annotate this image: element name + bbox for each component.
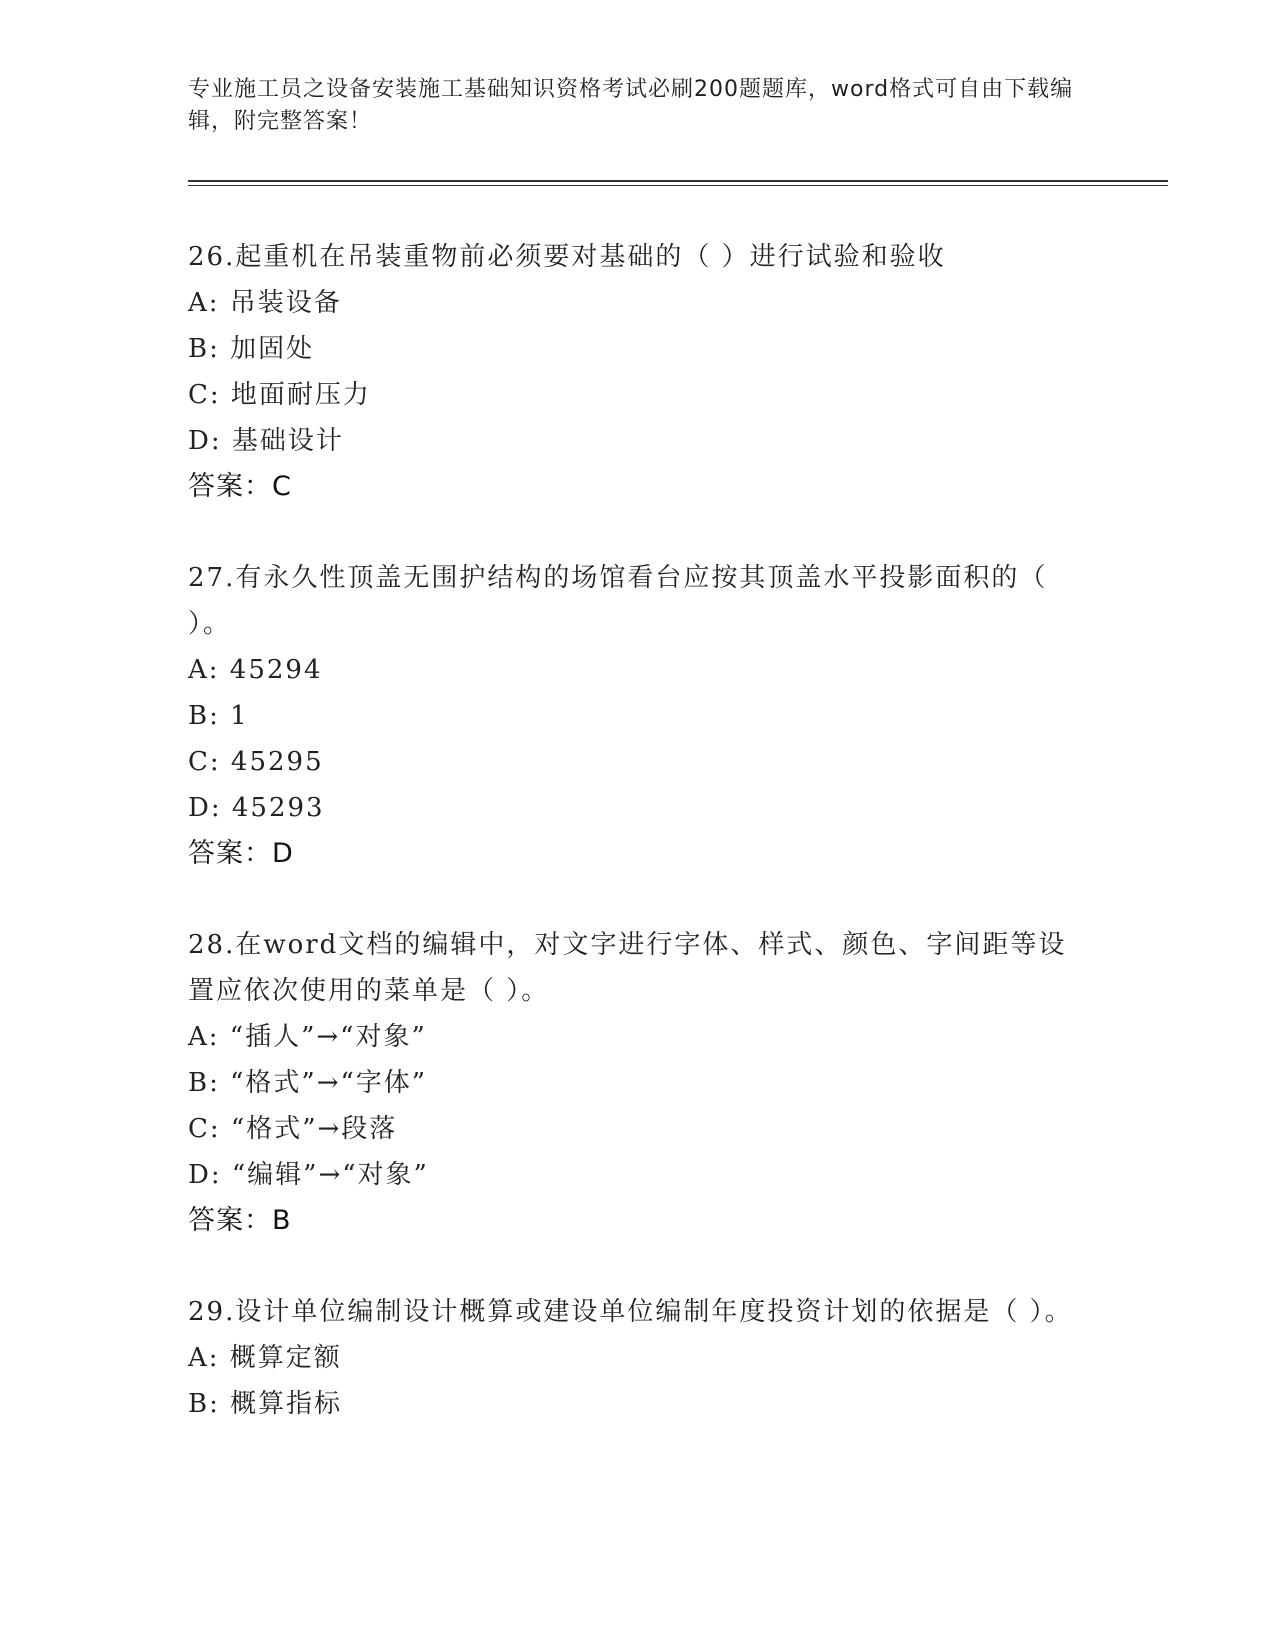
question-stem: 28.在word文档的编辑中，对文字进行字体、样式、颜色、字间距等设置应依次使用的菜单是（ ）。 <box>188 930 1067 1006</box>
option-b: B: 加固处 <box>188 334 315 364</box>
option-a: A: 吊装设备 <box>188 288 342 318</box>
header-divider <box>188 180 1168 186</box>
question-26 <box>188 234 1088 510</box>
option-d: D: “编辑”→“对象” <box>188 1160 429 1190</box>
option-a: A: 概算定额 <box>188 1343 342 1373</box>
question-28 <box>188 922 1088 1244</box>
option-d: D: 基础设计 <box>188 426 344 456</box>
question-stem: 26.起重机在吊装重物前必须要对基础的（ ）进行试验和验收 <box>188 242 946 272</box>
answer-line: 答案：D <box>188 838 294 869</box>
question-stem: 29.设计单位编制设计概算或建设单位编制年度投资计划的依据是（ ）。 <box>188 1297 1073 1327</box>
question-stem: 27.有永久性顶盖无围护结构的场馆看台应按其顶盖水平投影面积的（ ）。 <box>188 563 1048 639</box>
question-29 <box>188 1289 1088 1427</box>
document-header: 专业施工员之设备安装施工基础知识资格考试必刷200题题库，word格式可自由下载编辑，附完整答案！ <box>188 77 1074 134</box>
answer-line: 答案：C <box>188 471 292 502</box>
option-a: A: “插人”→“对象” <box>188 1022 427 1052</box>
option-c: C: “格式”→段落 <box>188 1114 398 1144</box>
option-b: B: 1 <box>188 701 249 731</box>
question-list <box>188 234 1088 1472</box>
option-c: C: 地面耐压力 <box>188 380 371 410</box>
answer-line: 答案：B <box>188 1205 292 1236</box>
option-a: A: 45294 <box>188 655 323 685</box>
option-b: B: “格式”→“字体” <box>188 1068 428 1098</box>
option-d: D: 45293 <box>188 793 325 823</box>
option-c: C: 45295 <box>188 747 324 777</box>
question-27 <box>188 555 1088 877</box>
option-b: B: 概算指标 <box>188 1389 343 1419</box>
